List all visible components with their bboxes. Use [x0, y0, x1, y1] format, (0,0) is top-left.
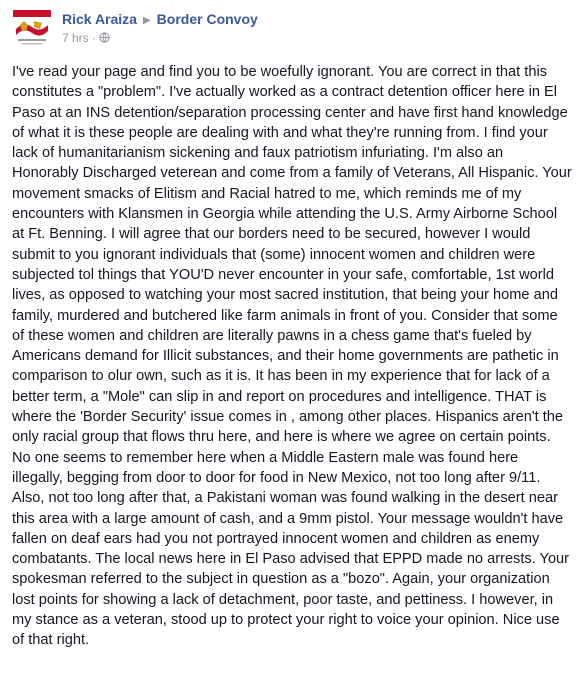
author-name-link[interactable]: Rick Araiza [62, 11, 137, 27]
target-page-link[interactable]: Border Convoy [156, 11, 258, 27]
post-timestamp[interactable]: 7 hrs [62, 31, 89, 45]
author-avatar[interactable] [12, 9, 52, 49]
globe-icon[interactable] [99, 32, 110, 47]
meta-separator: · [91, 31, 96, 45]
post-header [12, 9, 567, 49]
post-body-text: I've read your page and find you to be woefully ignorant. You are correct in that this constitutes a "problem". I've actually worked as a contract detention officer here in El Paso at an INS detention/separation processing center and have first hand knowledge of what it is these people are dealing with and what they're running from. I find your lack of humanitarianism sickening and faux patriotism infuriating. I'm also an Honorably Discharged veterean and come from a family of Veterans, All Hispanic. Your movement smacks of Elitism and Racial hatred to me, which reminds me of my encounters with Klansmen in Georgia while attending the U.S. Army Airborne School at Ft. Benning. I will agree that our borders need to be secured, however I would submit to you ignorant individuals that (some) innocent women and children were subjected tol things that YOU'D never encounter in your safe, comfortable, 1st world lives, as opposed to watching your most sacred institution, that being your home and family, murdered and butchered like farm animals in front of you. Consider that some of these women and children are literally pawns in a chess game that's fueled by Americans demand for Illicit substances, and their home governments are pathetic in comparison to olur own, such as it is. It has been in my experience that for lack of a better term, a "Mole" can slip in and report on procedures and intelligence. THAT is where the 'Border Security' issue comes in , among other places. Hispanics aren't the only racial group that flows thru here, and here is where we agree on certain points. No one seems to remember here when a Middle Eastern male was found here illegally, begging from door to door for food in New Mexico, not too long after 9/11. Also, not too long after that, a Pakistani woman was found walking in the desert near this area with a large amount of cash, and a 9mm pistol. Your message wouldn't have fallen on deaf ears had you not portrayed innocent women and children as enemy combatants. The local news here in El Paso advised that EPPD made no arrests. Your spokesman referred to the subject in question as a "bozo". Again, your organization lost points for showing a lack of detachment, poor taste, and pettiness. I however, in my stance as a veteran, stood up to protect your right to voice your opinion. Nice use of that right. [12, 64, 572, 649]
arrow-right-icon: ▶ [142, 15, 151, 26]
avatar-flag-icon [12, 9, 52, 49]
post-title [62, 11, 258, 30]
post-meta [62, 31, 110, 47]
